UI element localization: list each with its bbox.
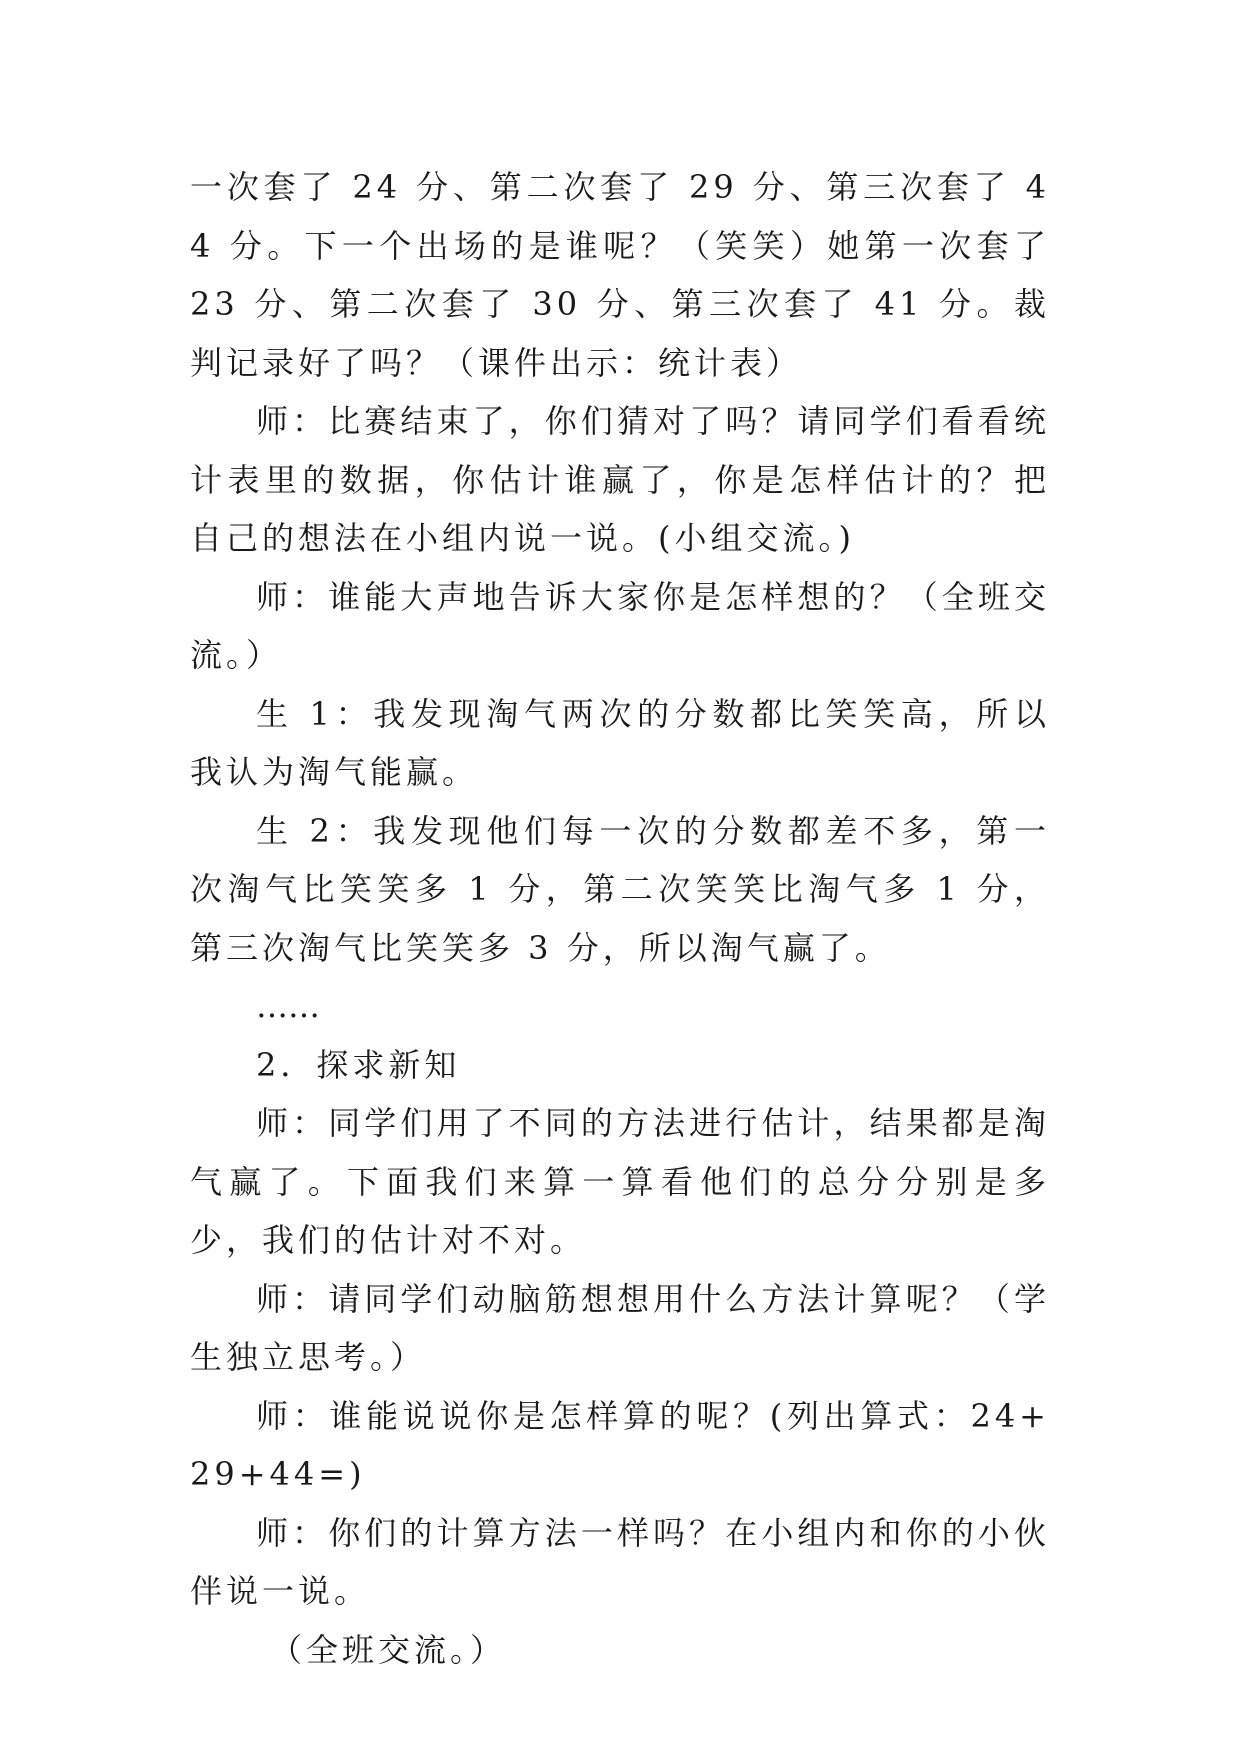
document-body — [190, 158, 1050, 1679]
paragraph-scores-intro: 一次套了 24 分、第二次套了 29 分、第三次套了 44 分。下一个出场的是谁呢？（笑笑）她第一次套了 23 分、第二次套了 30 分、第三次套了 41 分。裁判记录好了吗？（课件出示：统计表） — [190, 168, 1050, 382]
paragraph-teacher-formula: 师：谁能说说你是怎样算的呢？(列出算式：24+29+44=) — [190, 1396, 1050, 1493]
paragraph-teacher-method: 师：请同学们动脑筋想想用什么方法计算呢？（学生独立思考。） — [190, 1279, 1050, 1376]
paragraph-teacher-ask: 师：谁能大声地告诉大家你是怎样想的？（全班交流。） — [190, 577, 1050, 674]
paragraph-student-1: 生 1：我发现淘气两次的分数都比笑笑高，所以我认为淘气能赢。 — [190, 694, 1050, 791]
paragraph-class-discussion: （全班交流。） — [270, 1630, 507, 1669]
paragraph-teacher-compare: 师：你们的计算方法一样吗？在小组内和你的小伙伴说一说。 — [190, 1513, 1050, 1610]
paragraph-teacher-estimate: 师：比赛结束了，你们猜对了吗？请同学们看看统计表里的数据，你估计谁赢了，你是怎样估计的？把自己的想法在小组内说一说。(小组交流。) — [190, 402, 1050, 557]
section-heading-new-knowledge: 2．探求新知 — [256, 1045, 461, 1084]
paragraph-ellipsis: …… — [256, 987, 320, 1025]
paragraph-teacher-calculate: 师：同学们用了不同的方法进行估计，结果都是淘气赢了。下面我们来算一算看他们的总分分别是多少，我们的估计对不对。 — [190, 1104, 1050, 1259]
paragraph-student-2: 生 2：我发现他们每一次的分数都差不多，第一次淘气比笑笑多 1 分，第二次笑笑比淘气多 1 分，第三次淘气比笑笑多 3 分，所以淘气赢了。 — [190, 811, 1050, 967]
